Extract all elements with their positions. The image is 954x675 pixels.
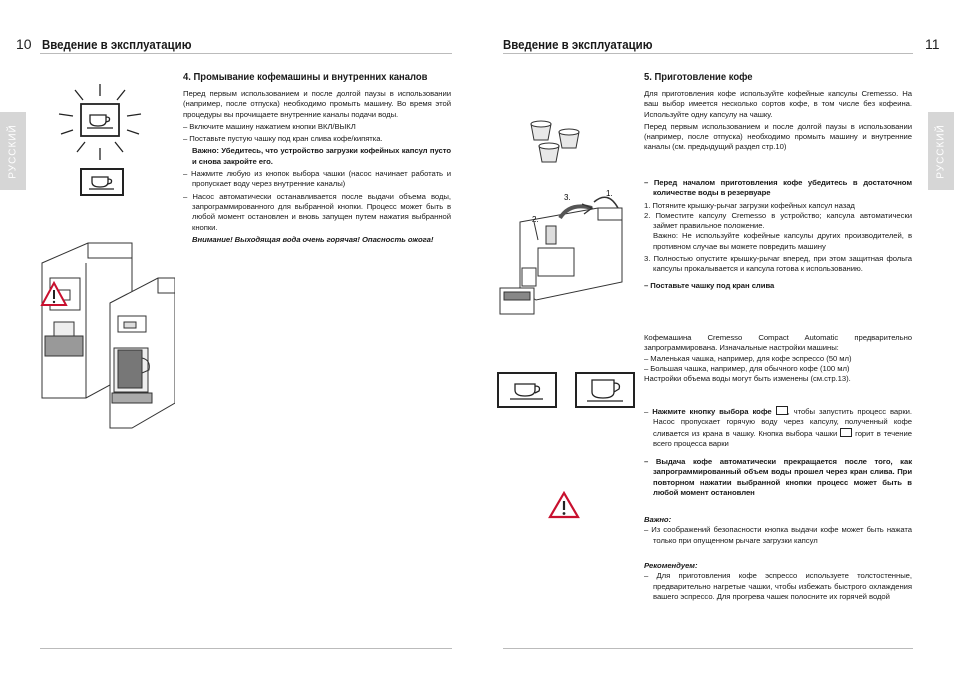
right-step-2: 2. Поместите капсулу Cremesso в устройство; капсула автоматически займет правильное положение.	[644, 210, 912, 231]
right-language-tab: РУССКИЙ	[928, 112, 954, 190]
right-step-1: 1. Потяните крышку-рычаг загрузки кофейных капсул назад	[644, 200, 855, 210]
cup-button-icon	[80, 168, 124, 196]
step-2-label: 2.	[532, 215, 539, 224]
glowing-button-icon	[55, 82, 145, 162]
right-header-rule	[503, 53, 913, 54]
step-3-label: 3.	[564, 193, 571, 202]
right-brew-start: – Нажмите кнопку выбора кофе , чтобы запустить процесс варки. Насос пропускает горячую воду через капсулу, полученный кофе сливается из крана в чашку. Кнопка выбора чашки горит в течение всего процесса варки	[644, 407, 912, 448]
capsule-loading-illustration	[498, 182, 633, 330]
coffee-machine-rinsing-illustration	[40, 238, 175, 433]
right-step-3: 3. Полностью опустите крышку-рычаг вперед, при этом защитная фольга капсулы прокалывается и капсула готова к использованию.	[644, 254, 912, 274]
right-brew-block	[644, 406, 912, 500]
right-important-block	[644, 515, 912, 548]
coffee-capsules-illustration	[527, 118, 587, 170]
brew-button-instruction: Нажмите кнопку выбора кофе	[652, 407, 772, 416]
small-cup-button-icon	[497, 372, 557, 408]
cup-button-inline-icon	[840, 428, 852, 437]
right-recommend-heading: Рекомендуем:	[644, 561, 698, 570]
right-steps-block	[644, 178, 912, 293]
right-preset-block	[644, 333, 912, 386]
left-step-2: – Поставьте пустую чашку под кран слива кофе/кипятка.	[183, 134, 383, 144]
left-section-body	[183, 89, 451, 247]
right-preset-small: – Маленькая чашка, например, для кофе эспрессо (50 мл)	[644, 353, 852, 363]
right-section-title: 5. Приготовление кофе	[644, 71, 753, 83]
right-place-cup: – Поставьте чашку под кран слива	[644, 280, 775, 290]
right-recommend-text: – Для приготовления кофе эспрессо используете толстостенные, предварительно нагретые чашки, чтобы избежать быстрого охлаждения вашего эспрессо. Для прогрева чашек полосните их горячей водой	[644, 571, 912, 601]
right-page-number: 11	[925, 36, 940, 52]
brew-process-text: , чтобы запустить процесс варки. Насос пропускает горячую воду через капсулу, полученный кофе сливается из крана в чашку. Кнопка выбора чашки	[653, 407, 912, 438]
step-1-label: 1.	[606, 189, 613, 198]
right-auto-stop: – Выдача кофе автоматически прекращается после того, как запрограммированный объем воды прошел через кран слива. При повторном нажатии выбранной кнопки процесс может быть в любой момент остановлен	[644, 457, 912, 498]
left-language-tab: РУССКИЙ	[0, 112, 26, 190]
right-section-body-top	[644, 89, 912, 155]
left-step-1: – Включите машину нажатием кнопки ВКЛ/ВЫКЛ	[183, 121, 356, 131]
right-preset-intro: Кофемашина Cremesso Compact Automatic предварительно запрограммирована. Изначальные настройки машины:	[644, 333, 912, 353]
coffee-button-inline-icon	[776, 406, 788, 415]
left-step-4: – Насос автоматически останавливается после выдачи объема воды, запрограммированного для выбранной кнопки. Процесс может быть в любой момент остановлен и вновь запущен путем нажатия выбранной кнопки.	[183, 191, 451, 232]
left-intro-text: Перед первым использованием и после долгой паузы в использовании (например, после отпуска) необходимо промыть машину. Во время этой процедуры вы прочищаете внутренние каналы подачи воды.	[183, 89, 451, 119]
right-intro-text: Для приготовления кофе используйте кофейные капсулы Cremesso. На ваш выбор имеется несколько сортов кофе, в том числе без кофеина. Используйте одну капсулу на чашку.	[644, 89, 912, 119]
left-header-rule	[40, 53, 452, 54]
right-water-check: – Перед началом приготовления кофе убедитесь в достаточном количестве воды в резервуаре	[644, 178, 912, 198]
left-footer-rule	[40, 648, 452, 649]
right-preset-change: Настройки объема воды могут быть изменены (см.стр.13).	[644, 374, 851, 384]
left-section-title: 4. Промывание кофемашины и внутренних каналов	[183, 71, 428, 83]
safety-warning-icon	[548, 491, 580, 519]
right-recommend-block	[644, 561, 912, 604]
right-page-title: Введение в эксплуатацию	[503, 37, 653, 52]
left-important-note: Важно: Убедитесь, что устройство загрузки кофейных капсул пусто и снова закройте его.	[192, 146, 451, 166]
right-preset-large: – Большая чашка, например, для обычного кофе (100 мл)	[644, 363, 850, 373]
brew-light-text: горит в течение всего процесса варки	[653, 428, 912, 448]
right-footer-rule	[503, 648, 913, 649]
left-step-3: – Нажмите любую из кнопок выбора чашки (насос начинает работать и пропускает воду через внутренние каналы)	[183, 169, 451, 189]
large-cup-button-icon	[575, 372, 635, 408]
right-rinse-reminder: Перед первым использованием и после долгой паузы в использовании (например, после отпуска) необходимо промыть машину и внутренние каналы (см. предыдущий раздел стр.10)	[644, 121, 912, 152]
right-important-heading: Важно:	[644, 515, 672, 524]
right-important-text: – Из соображений безопасности кнопка выдачи кофе может быть нажата только при опущенном рычаге загрузки капсул	[644, 525, 912, 545]
left-hot-water-warning: Внимание! Выходящая вода очень горячая! Опасность ожога!	[192, 234, 434, 244]
left-page-number: 10	[16, 36, 32, 52]
left-page-title: Введение в эксплуатацию	[42, 37, 192, 52]
right-step-2-note: Важно: Не используйте кофейные капсулы других производителей, в противном случае вы можете повредить машину	[653, 231, 912, 251]
